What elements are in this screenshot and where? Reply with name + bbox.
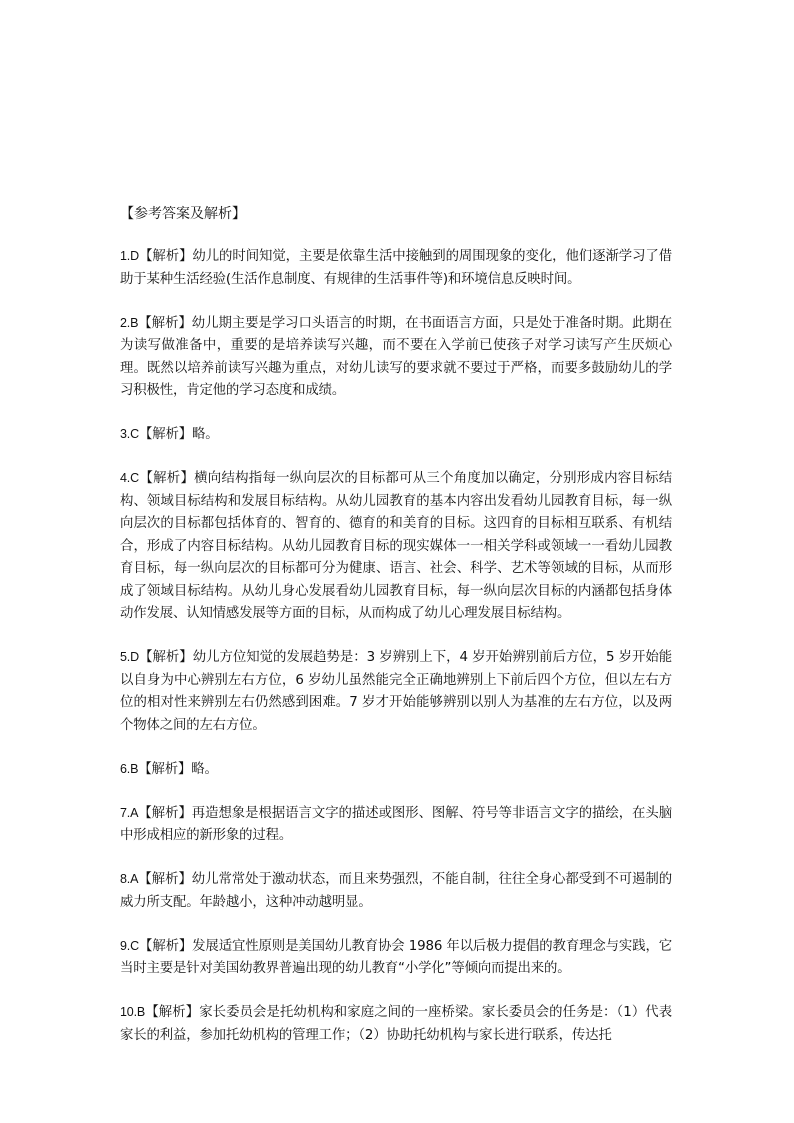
answer-number: 10.B [120, 1005, 146, 1019]
analysis-tag: 【解析】 [139, 249, 193, 264]
analysis-tag: 【解析】 [139, 471, 195, 486]
analysis-text: 家长委员会是托幼机构和家庭之间的一座桥梁。家长委员会的任务是：（1）代表家长的利益，参加托幼机构的管理工作；（2）协助托幼机构与家长进行联系，传达托 [120, 1005, 673, 1043]
answer-item-7 [120, 802, 672, 848]
analysis-tag: 【解析】 [138, 761, 192, 777]
answer-item-1 [120, 245, 672, 291]
analysis-tag: 【解析】 [138, 315, 192, 331]
answer-number: 2.B [120, 315, 139, 330]
analysis-text: 再造想象是根据语言文字的描述或图形、图解、符号等非语言文字的描绘，在头脑中形成相应的新形象的过程。 [120, 805, 672, 843]
answer-item-10 [120, 1001, 672, 1047]
answer-item-4 [120, 467, 672, 626]
answer-item-8 [120, 868, 672, 914]
answer-number: 9.C [120, 938, 140, 953]
analysis-text: 横向结构指每一纵向层次的目标都可从三个角度加以确定，分别形成内容目标结构、领域目标结构和发展目标结构。从幼儿园教育的基本内容出发看幼儿园教育目标，每一纵向层次的目标都包括体育的、智育的、德育的和美育的目标。这四育的目标相互联系、有机结合，形成了内容目标结构。从幼儿园教育目标的现实媒体一一相关学科或领域一一看幼儿园教育目标，每一纵向层次的目标都可分为健康、语言、社会、科学、艺术等领域的目标，从而形成了领域目标结构。从幼儿身心发展看幼儿园教育目标，每一纵向层次目标的内涵都包括身体动作发展、认知情感发展等方面的目标，从而构成了幼儿心理发展目标结构。 [120, 471, 672, 621]
answer-number: 4.C [120, 471, 140, 485]
analysis-tag: 【解析】 [145, 1005, 200, 1020]
analysis-text: 幼儿常常处于激动状态，而且来势强烈，不能自制，往往全身心都受到不可遏制的威力所支配。年龄越小，这种冲动越明显。 [120, 872, 672, 910]
analysis-tag: 【解析】 [138, 805, 192, 821]
analysis-text: 幼儿的时间知觉，主要是依靠生活中接触到的周围现象的变化，他们逐渐学习了借助于某种生活经验(生活作息制度、有规律的生活事件等)和环境信息反映时间。 [120, 249, 672, 287]
answer-number: 7.A [120, 805, 139, 820]
answer-number: 1.D [120, 249, 140, 263]
analysis-text: 发展适宜性原则是美国幼儿教育协会 1986 年以后极力提倡的教育理念与实践，它当时主要是针对美国幼教界普遍出现的幼儿教育“小学化”等倾向而提出来的。 [120, 938, 672, 976]
answer-number: 3.C [120, 427, 140, 441]
section-heading: 【参考答案及解析】 [120, 206, 246, 222]
answer-document [120, 203, 672, 1068]
analysis-text: 幼儿方位知觉的发展趋势是：3 岁辨别上下，4 岁开始辨别前后方位，5 岁开始能以自身为中心辨别左右方位，6 岁幼儿虽然能完全正确地辨别上下前后四个方位，但以左右方位的相对性来辨别左右仍然感到困难。7 岁才开始能够辨别以别人为基准的左右方位，以及两个物体之间的左右方位。 [120, 650, 672, 733]
answer-number: 5.D [120, 650, 140, 664]
analysis-tag: 【解析】 [139, 650, 193, 665]
answer-item-6 [120, 758, 672, 782]
answer-item-3 [120, 423, 672, 447]
answer-number: 6.B [120, 761, 139, 776]
answer-item-2 [120, 312, 672, 403]
answer-item-5 [120, 646, 672, 737]
analysis-tag: 【解析】 [139, 427, 192, 442]
analysis-tag: 【解析】 [139, 938, 193, 954]
answer-item-9 [120, 935, 672, 981]
analysis-tag: 【解析】 [138, 872, 192, 887]
analysis-text: 略。 [191, 427, 219, 442]
analysis-text: 幼儿期主要是学习口头语言的时期，在书面语言方面，只是处于准备时期。此期在为读写做准备中，重要的是培养读写兴趣，而不要在入学前已使孩子对学习读写产生厌烦心理。既然以培养前读写兴趣为重点，对幼儿读写的要求就不要过于严格，而要多鼓励幼儿的学习积极性，肯定他的学习态度和成绩。 [120, 315, 672, 398]
analysis-text: 略。 [191, 761, 218, 777]
answer-number: 8.A [120, 872, 139, 886]
